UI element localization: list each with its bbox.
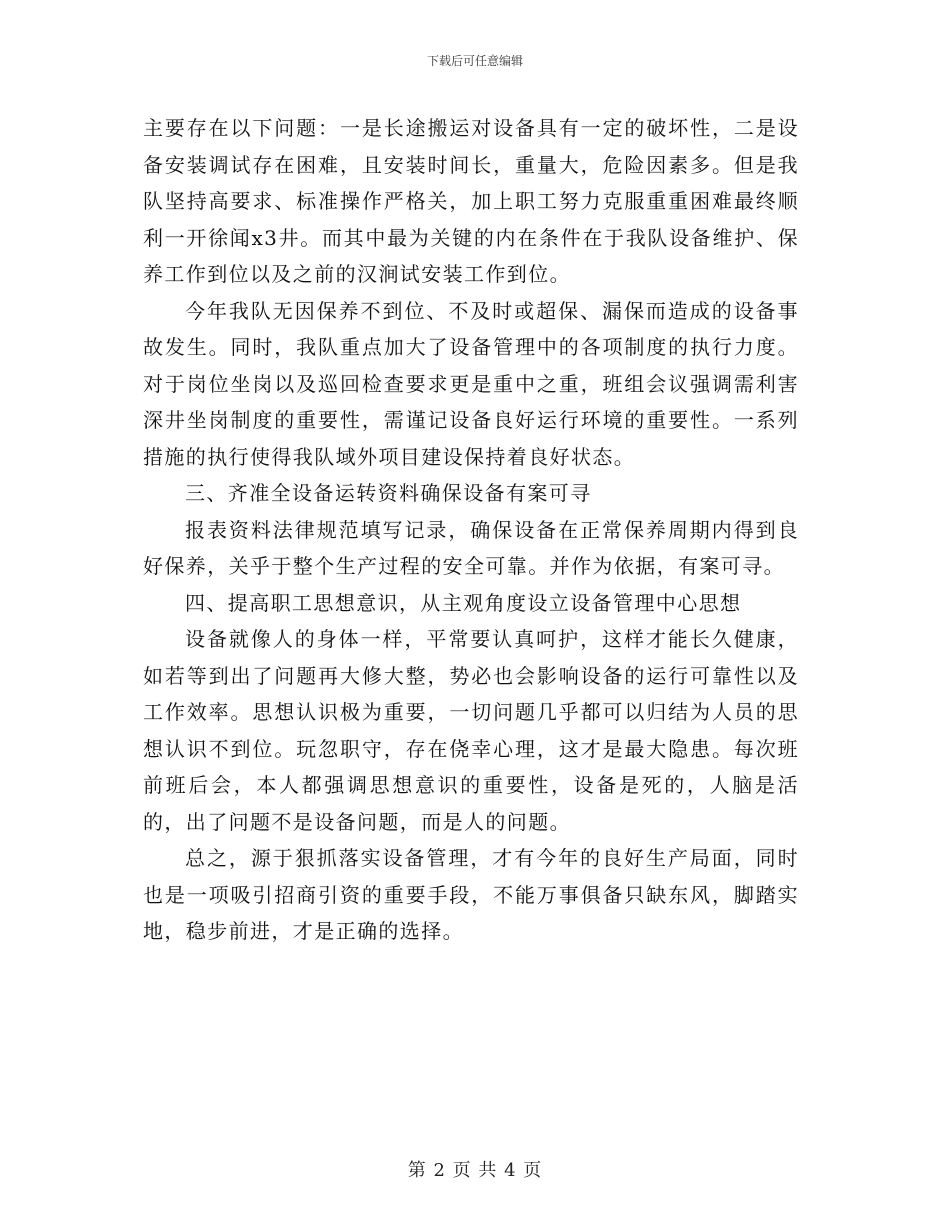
page-header: 下载后可任意编辑: [426, 54, 523, 68]
paragraph-maintenance-results: 今年我队无因保养不到位、不及时或超保、漏保而造成的设备事故发生。同时，我队重点加大了设备管理中的各项制度的执行力度。对于岗位坐岗以及巡回检查要求更是重中之重，班组会议强调需利害深井坐岗制度的重要性，需谨记设备良好运行环境的重要性。一系列措施的执行使得我队域外项目建设保持着良好状态。: [143, 298, 799, 469]
section-heading-3: 三、齐准全设备运转资料确保设备有案可寻: [185, 481, 592, 505]
paragraph-records: 报表资料法律规范填写记录，确保设备在正常保养周期内得到良好保养，关乎于整个生产过程的安全可靠。并作为依据，有案可寻。: [143, 517, 799, 578]
paragraph-awareness: 设备就像人的身体一样，平常要认真呵护，这样才能长久健康，如若等到出了问题再大修大整，势必也会影响设备的运行可靠性以及工作效率。思想认识极为重要，一切问题几乎都可以归结为人员的思想认识不到位。玩忽职守，存在侥幸心理，这才是最大隐患。每次班前班后会，本人都强调思想意识的重要性，设备是死的，人脑是活的，出了问题不是设备问题，而是人的问题。: [143, 627, 799, 834]
section-heading-4: 四、提高职工思想意识，从主观角度设立设备管理中心思想: [185, 590, 742, 615]
paragraph-conclusion: 总之，源于狠抓落实设备管理，才有今年的良好生产局面，同时也是一项吸引招商引资的重要手段，不能万事俱备只缺东风，脚踏实地，稳步前进，才是正确的选择。: [143, 846, 799, 943]
document-body: [143, 110, 799, 950]
paragraph-continued: 主要存在以下问题：一是长途搬运对设备具有一定的破坏性，二是设备安装调试存在困难，且安装时间长，重量大，危险因素多。但是我队坚持高要求、标准操作严格关，加上职工努力克服重重困难最终顺利一开徐闻x3井。而其中最为关键的内在条件在于我队设备维护、保养工作到位以及之前的汉涧试安装工作到位。: [143, 116, 799, 286]
page-number-footer: 第 2 页 共 4 页: [407, 1160, 543, 1181]
